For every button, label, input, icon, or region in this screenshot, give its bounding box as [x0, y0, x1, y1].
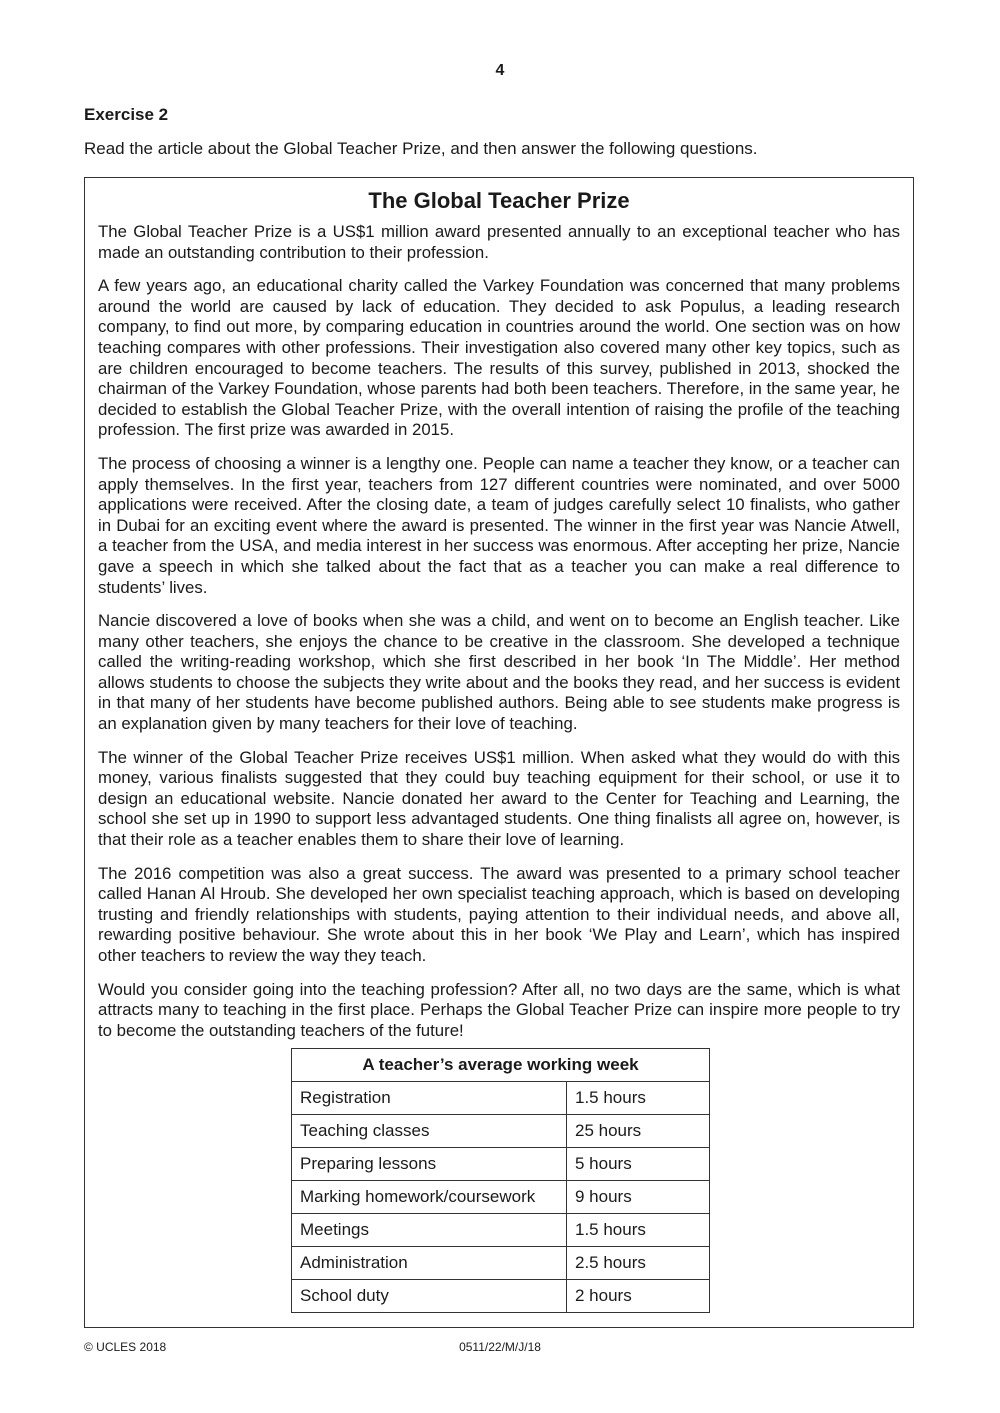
table-cell-activity: Preparing lessons	[292, 1148, 567, 1181]
table-row	[292, 1280, 710, 1313]
table-cell-time: 2 hours	[567, 1280, 710, 1313]
exercise-title: Exercise 2	[84, 105, 169, 124]
exercise-instruction: Read the article about the Global Teacher Prize, and then answer the following questions.	[84, 139, 758, 158]
table-row	[292, 1214, 710, 1247]
table-row	[292, 1181, 710, 1214]
article-paragraph: The winner of the Global Teacher Prize receives US$1 million. When asked what they would do with this money, various finalists suggested that they could buy teaching equipment for their school, or use it to design an educational website. Nancie donated her award to the Center for Teaching and Learning, the school she set up in 1990 to support less advantaged students. One thing finalists all agree on, however, is that their role as a teacher enables them to share their love of learning.	[98, 747, 900, 850]
article-box	[84, 177, 914, 1328]
article-paragraph: Nancie discovered a love of books when she was a child, and went on to become an English teacher. Like many other teachers, she enjoys the chance to be creative in the classroom. She developed a technique called the writing-reading workshop, which she first described in her book ‘In The Middle’. Her method allows students to choose the subjects they write about and the books they read, and her success is evident in that many of her students have become published authors. Being able to see students make progress is an explanation given by many teachers for their love of teaching.	[98, 611, 900, 734]
table-cell-time: 5 hours	[567, 1148, 710, 1181]
page-number: 4	[495, 62, 505, 79]
table-cell-activity: Registration	[292, 1082, 567, 1115]
table-cell-activity: Meetings	[292, 1214, 567, 1247]
table-cell-activity: Administration	[292, 1247, 567, 1280]
article-body	[85, 222, 913, 1041]
table-cell-time: 1.5 hours	[567, 1214, 710, 1247]
table-cell-time: 1.5 hours	[567, 1082, 710, 1115]
table-cell-activity: School duty	[292, 1280, 567, 1313]
footer-paper-code: 0511/22/M/J/18	[459, 1340, 541, 1354]
table-title: A teacher’s average working week	[292, 1049, 710, 1082]
working-week-table-wrap	[291, 1048, 710, 1313]
table-row	[292, 1082, 710, 1115]
table-cell-time: 2.5 hours	[567, 1247, 710, 1280]
article-title: The Global Teacher Prize	[368, 188, 630, 213]
article-paragraph: The Global Teacher Prize is a US$1 million award presented annually to an exceptional teacher who has made an outstanding contribution to their profession.	[98, 222, 900, 262]
article-paragraph: A few years ago, an educational charity called the Varkey Foundation was concerned that many problems around the world are caused by lack of education. They decided to ask Populus, a leading research company, to find out more, by comparing education in countries around the world. One section was on how teaching compares with other professions. Their investigation also covered many other key topics, such as are children encouraged to become teachers. The results of this survey, published in 2013, shocked the chairman of the Varkey Foundation, whose parents had both been teachers. Therefore, in the same year, he decided to establish the Global Teacher Prize, with the overall intention of raising the profile of the teaching profession. The first prize was awarded in 2015.	[98, 276, 900, 440]
table-cell-activity: Teaching classes	[292, 1115, 567, 1148]
table-cell-time: 9 hours	[567, 1181, 710, 1214]
table-cell-time: 25 hours	[567, 1115, 710, 1148]
footer-copyright: © UCLES 2018	[84, 1340, 167, 1354]
table-row	[292, 1247, 710, 1280]
table-cell-activity: Marking homework/coursework	[292, 1181, 567, 1214]
table-row	[292, 1148, 710, 1181]
article-paragraph: The 2016 competition was also a great success. The award was presented to a primary school teacher called Hanan Al Hroub. She developed her own specialist teaching approach, which is based on developing trusting and friendly relationships with students, paying attention to their individual needs, and above all, rewarding positive behaviour. She wrote about this in her book ‘We Play and Learn’, which has inspired other teachers to review the way they teach.	[98, 863, 900, 965]
article-paragraph: The process of choosing a winner is a lengthy one. People can name a teacher they know, or a teacher can apply themselves. In the first year, teachers from 127 different countries were nominated, and over 5000 applications were received. After the closing date, a team of judges carefully select 10 finalists, who gather in Dubai for an exciting event where the award is presented. The winner in the first year was Nancie Atwell, a teacher from the USA, and media interest in her success was enormous. After accepting her prize, Nancie gave a speech in which she talked about the fact that as a teacher you can make a real difference to students’ lives.	[98, 453, 900, 597]
table-header-row	[292, 1049, 710, 1082]
article-paragraph: Would you consider going into the teaching profession? After all, no two days are the same, which is what attracts many to teaching in the first place. Perhaps the Global Teacher Prize can inspire more people to try to become the outstanding teachers of the future!	[98, 979, 900, 1040]
table-row	[292, 1115, 710, 1148]
working-week-table	[291, 1048, 710, 1313]
